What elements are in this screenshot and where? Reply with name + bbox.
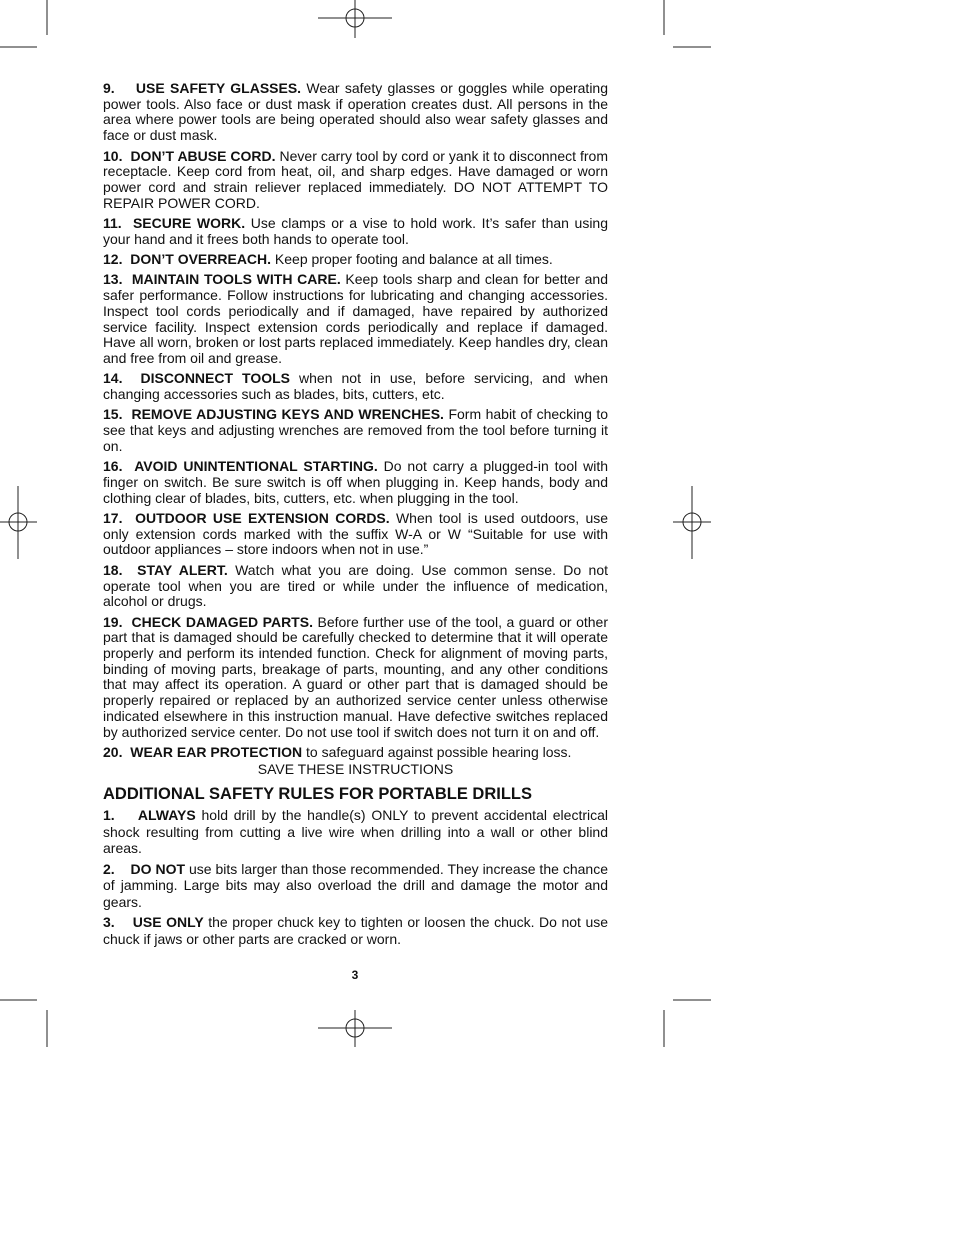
drill-rule (103, 861, 608, 911)
rule-text: Use clamps or a vise to hold work. It’s safer than using your hand and it frees both hands to operate tool. (103, 215, 609, 247)
rule-heading: DISCONNECT TOOLS (140, 370, 291, 387)
rule-number: 20. (103, 743, 123, 760)
rule-number: 10. (103, 147, 123, 164)
drill-rules-list (103, 807, 608, 947)
rule-number: 16. (103, 458, 123, 475)
rule-number: 15. (103, 406, 123, 423)
registration-target-icon (0, 486, 37, 559)
text-column (103, 81, 608, 951)
rule-text: Wear safety glasses or goggles while operating power tools. Also face or dust mask if operation creates dust. All persons in the area where power tools are being operated should also wear safety glasses and face or dust mask. (103, 80, 608, 144)
safety-rule (103, 511, 608, 558)
rule-heading: DO NOT (130, 860, 186, 877)
rule-text: Never carry tool by cord or yank it to disconnect from receptacle. Keep cord from heat, oil, and sharp edges. Have damaged or worn power cord and strain reliever replaced immediately. DO NOT ATTEMPT TO REPAIR POWER CORD. (103, 147, 608, 211)
rule-text: the proper chuck key to tighten or loosen the chuck. Do not use chuck if jaws or other parts are cracked or worn. (103, 914, 609, 947)
rule-heading: AVOID UNINTENTIONAL STARTING. (134, 458, 378, 475)
rule-heading: DON’T ABUSE CORD. (130, 147, 276, 164)
rule-heading: ALWAYS (137, 807, 196, 824)
rule-text: Watch what you are doing. Use common sense. Do not operate tool when you are tired or while under the influence of medication, alcohol or drugs. (103, 561, 609, 610)
registration-target-icon (673, 486, 711, 559)
safety-rule (103, 149, 608, 212)
rule-heading: WEAR EAR PROTECTION (130, 743, 303, 760)
rule-number: 11. (103, 215, 122, 231)
rule-number: 17. (103, 510, 123, 527)
rule-number: 1. (103, 807, 115, 824)
safety-rule (103, 459, 608, 506)
rule-text: Before further use of the tool, a guard or other part that is damaged should be carefully checked to determine that it will operate properly and perform its intended function. Check for alignment of moving parts, binding of moving parts, breakage of parts, mounting, and any other conditions that may affect its operation. A guard or other part that is damaged should be properly repaired or replaced by an authorized service center unless otherwise indicated elsewhere in this instruction manual. Have defective switches replaced by authorized service center. Do not use tool if switch does not turn it on and off. (103, 613, 608, 740)
safety-rule (103, 216, 608, 247)
rule-heading: USE SAFETY GLASSES. (135, 80, 302, 96)
drill-rule (103, 807, 608, 857)
safety-rule (103, 371, 608, 402)
rule-heading: USE ONLY (132, 914, 204, 931)
rule-number: 3. (103, 914, 115, 931)
rule-number: 13. (103, 271, 123, 288)
safety-rule (103, 745, 608, 761)
drill-rule (103, 914, 608, 947)
rule-text: Do not carry a plugged-in tool with finger on switch. Be sure switch is off when plugging in. Keep hands, body and clothing clear of blades, bits, cutters, etc. when plugging in the tool. (103, 458, 609, 506)
page-number: 3 (351, 968, 359, 982)
rule-heading: CHECK DAMAGED PARTS. (131, 613, 313, 630)
rule-heading: MAINTAIN TOOLS WITH CARE. (131, 271, 341, 288)
safety-rule (103, 81, 608, 144)
rule-number: 18. (103, 561, 123, 578)
safety-rule (103, 407, 608, 454)
rule-text: When tool is used outdoors, use only extension cords marked with the suffix W-A or W “Suitable for use with outdoor appliances – store indoors when not in use.” (103, 510, 609, 558)
safety-rules-list (103, 81, 608, 761)
rule-text: Keep proper footing and balance at all times. (271, 251, 553, 268)
registration-target-icon (318, 0, 392, 38)
rule-text: when not in use, before servicing, and when changing accessories such as blades, bits, cutters, etc. (103, 370, 608, 403)
rule-text: Keep tools sharp and clean for better and safer performance. Follow instructions for lubricating and changing accessories. Inspect tool cords periodically and if damaged, have repaired by authorized service facility. Inspect extension cords periodically and replace if damaged. Have all worn, broken or lost parts replaced immediately. Keep handles dry, clean and free from oil and grease. (103, 271, 609, 366)
save-instructions-notice: SAVE THESE INSTRUCTIONS (257, 760, 454, 777)
rule-heading: OUTDOOR USE EXTENSION CORDS. (135, 510, 390, 527)
safety-rule (103, 252, 608, 268)
safety-rule (103, 272, 608, 366)
rule-number: 14. (103, 370, 123, 387)
rule-text: to safeguard against possible hearing loss. (302, 743, 572, 760)
rule-number: 19. (103, 613, 123, 630)
rule-text: use bits larger than those recommended. They increase the chance of jamming. Large bits may also overload the drill and damage the motor and gears. (103, 860, 608, 910)
rule-text: Form habit of checking to see that keys and adjusting wrenches are removed from the tool before turning it on. (103, 406, 609, 454)
registration-target-icon (318, 1010, 392, 1047)
safety-rule (103, 615, 608, 741)
rule-heading: REMOVE ADJUSTING KEYS AND WRENCHES. (131, 406, 444, 423)
section-heading: ADDITIONAL SAFETY RULES FOR PORTABLE DRILLS (103, 785, 533, 804)
rule-number: 9. (103, 80, 115, 96)
rule-heading: STAY ALERT. (137, 561, 228, 578)
rule-heading: DON’T OVERREACH. (130, 251, 272, 268)
rule-number: 2. (103, 860, 115, 877)
rule-heading: SECURE WORK. (132, 215, 246, 231)
safety-rule (103, 563, 608, 610)
rule-number: 12. (103, 251, 123, 268)
rule-text: hold drill by the handle(s) ONLY to prevent accidental electrical shock resulting from cutting a live wire when drilling into a wall or other blind areas. (103, 807, 609, 857)
